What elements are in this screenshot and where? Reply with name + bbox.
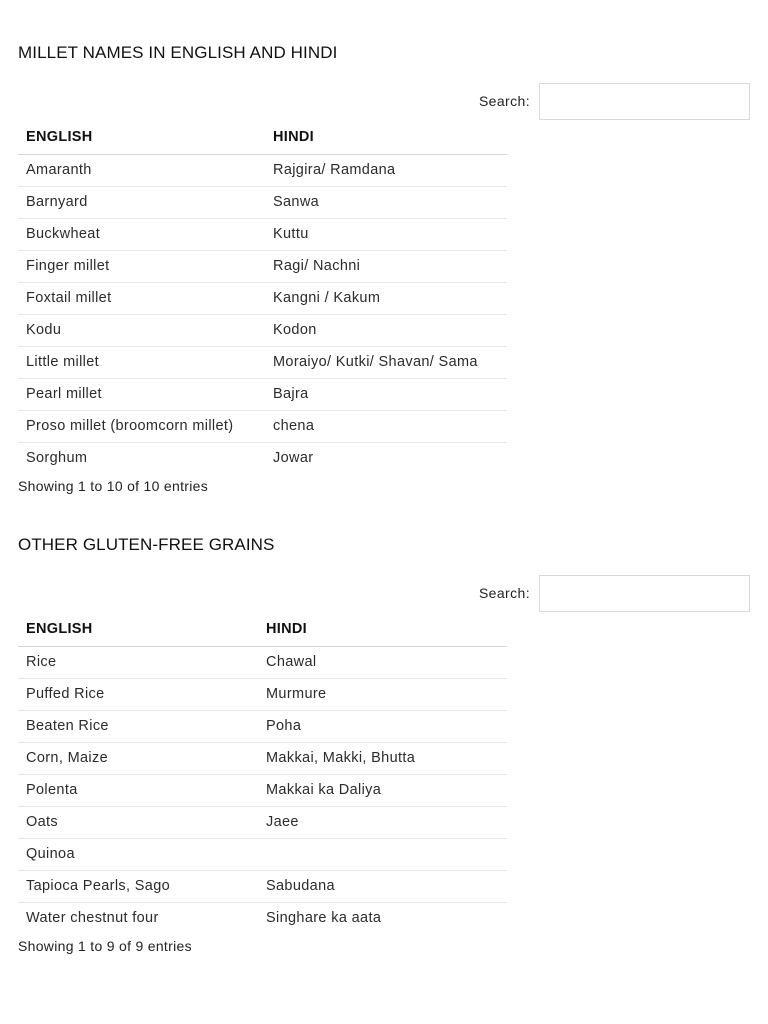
hindi-cell: Ragi/ Nachni xyxy=(265,250,507,282)
english-cell: Barnyard xyxy=(18,186,265,218)
english-cell: Rice xyxy=(18,646,258,678)
section-title: OTHER GLUTEN-FREE GRAINS xyxy=(18,535,275,554)
hindi-cell: chena xyxy=(265,410,507,442)
english-cell: Polenta xyxy=(18,774,258,806)
table-row xyxy=(18,870,507,902)
table-row xyxy=(18,774,507,806)
table-header-row xyxy=(18,121,507,154)
hindi-cell: Moraiyo/ Kutki/ Shavan/ Sama xyxy=(265,346,507,378)
table-row xyxy=(18,282,507,314)
table-row xyxy=(18,902,507,934)
search-input[interactable] xyxy=(539,83,750,120)
section-title: MILLET NAMES IN ENGLISH AND HINDI xyxy=(18,43,338,62)
table-info: Showing 1 to 9 of 9 entries xyxy=(18,938,192,954)
table-row xyxy=(18,154,507,186)
hindi-cell: Sabudana xyxy=(258,870,507,902)
english-cell: Little millet xyxy=(18,346,265,378)
millet-table xyxy=(18,121,507,474)
hindi-cell: Singhare ka aata xyxy=(266,910,382,927)
search-label: Search: xyxy=(478,93,530,109)
column-header-english[interactable]: ENGLISH xyxy=(18,613,258,646)
grains-table xyxy=(18,613,507,934)
hindi-cell: Makkai ka Daliya xyxy=(258,774,507,806)
table-header-row xyxy=(18,613,507,646)
table-row xyxy=(18,646,507,678)
hindi-cell: Kangni / Kakum xyxy=(265,282,507,314)
hindi-cell: Jowar xyxy=(273,450,314,467)
english-cell: Buckwheat xyxy=(18,218,265,250)
english-cell: Amaranth xyxy=(18,154,265,186)
hindi-cell: Jaee xyxy=(258,806,507,838)
hindi-cell: Makkai, Makki, Bhutta xyxy=(258,742,507,774)
table-row xyxy=(18,410,507,442)
hindi-cell: Poha xyxy=(258,710,507,742)
search-row xyxy=(18,83,750,121)
english-cell: Oats xyxy=(18,806,258,838)
english-cell: Pearl millet xyxy=(18,378,265,410)
table-row xyxy=(18,250,507,282)
hindi-cell: Kuttu xyxy=(265,218,507,250)
english-cell: Tapioca Pearls, Sago xyxy=(18,870,258,902)
english-cell: Finger millet xyxy=(18,250,265,282)
english-cell: Puffed Rice xyxy=(18,678,258,710)
gluten-free-grains-section xyxy=(18,534,750,954)
table-row xyxy=(18,742,507,774)
table-row xyxy=(18,710,507,742)
table-row xyxy=(18,186,507,218)
column-header-english[interactable]: ENGLISH xyxy=(18,121,265,154)
table-row xyxy=(18,806,507,838)
hindi-cell xyxy=(258,838,507,870)
hindi-cell: Chawal xyxy=(258,646,507,678)
table-row xyxy=(18,838,507,870)
search-input[interactable] xyxy=(539,575,750,612)
table-row xyxy=(18,442,507,474)
hindi-cell: Murmure xyxy=(258,678,507,710)
hindi-cell: Bajra xyxy=(265,378,507,410)
hindi-cell: Sanwa xyxy=(265,186,507,218)
table-row xyxy=(18,218,507,250)
table-row xyxy=(18,346,507,378)
english-cell: Proso millet (broomcorn millet) xyxy=(18,410,265,442)
hindi-cell: Rajgira/ Ramdana xyxy=(265,154,507,186)
english-cell: Water chestnut four xyxy=(26,910,159,927)
english-cell: Beaten Rice xyxy=(18,710,258,742)
hindi-cell: Kodon xyxy=(265,314,507,346)
column-header-hindi[interactable]: HINDI xyxy=(265,121,507,154)
table-row xyxy=(18,678,507,710)
search-label: Search: xyxy=(478,585,530,601)
table-row xyxy=(18,378,507,410)
english-cell: Foxtail millet xyxy=(18,282,265,314)
english-cell: Kodu xyxy=(18,314,265,346)
millet-names-section xyxy=(18,42,750,494)
english-cell: Corn, Maize xyxy=(18,742,258,774)
english-cell: Quinoa xyxy=(18,838,258,870)
column-header-hindi[interactable]: HINDI xyxy=(258,613,507,646)
english-cell: Sorghum xyxy=(26,450,88,467)
table-row xyxy=(18,314,507,346)
search-row xyxy=(18,575,750,613)
table-info: Showing 1 to 10 of 10 entries xyxy=(18,478,209,494)
